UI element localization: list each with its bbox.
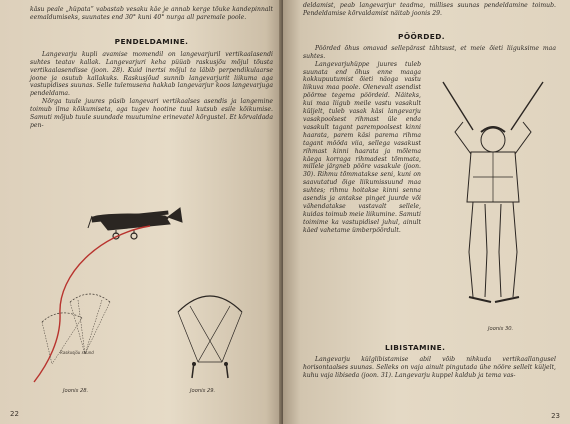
libistamine-heading: LIBISTAMINE.: [385, 343, 446, 352]
right-intro-text: deldamist, peab langevarjur teadma, millises suunas pendeldamine toimub. Pendeldamise kõrvaldamist näitab joonis 29.: [303, 2, 556, 17]
trajectory-line: [34, 226, 150, 382]
page-number-left: 22: [10, 410, 19, 418]
figure-28-caption: Joonis 28.: [63, 388, 89, 394]
pendeldamine-paragraph-1: Langevarju kupli avamise momendil on langevarjuril vertikaalasendi suhtes teatav kallak. Langevarjuri keha püüab raskusjõu mõjul tõusta vertikaalasendisse (joon. 28). Kuid inertsi mõjul ta läbib perpendikulaarse joone ja osutub kallakuks. Raskusjõud sunnib langevarjurit liikuma aga vastupidises suunas. Selle tulemusena hakkab langevarjur koos langevarjuga pendeldama.: [30, 50, 273, 98]
left-page: [0, 0, 283, 424]
figure-29-caption: Joonis 29.: [190, 388, 216, 394]
airplane-icon: [88, 208, 182, 239]
parachute-canopy: [178, 296, 242, 312]
left-intro-text: käsu peale „hüpata” vabastab vesaku käe je annab kerge tõuke kandepinnalt eemaldumiseks, suunates end 30° kuni 40° nurga all paremale poole.: [30, 6, 273, 21]
poorded-paragraph-2: Langevarjuhüppe juures tuleb suunata end õhus enne maaga kokkupuutumist õieti näoga vastu liikuva maa poole. Olenevalt asendist pöörme tegema pöördeid. Näiteks, kui maa liigub meile vastu vasakult küljelt, tuleb vasak käsi langevarju vasakpoolsest rihmast üle enda vasakult tagant parempoolsest kinni haarata, parem käsi parema rihma tagant mööda viia, sellega vasakust rihmast kinni haarata ja mõlema käega korraga rihmadest tõmmata, millele järgneb pööre vasakule (joon. 30). Rihmu tõmmatakse seni, kuni on saavutatud õige liikumissuund maa suhtes; rihmu hoitakse kinni senna asendis ja antakse pinget juurde või vähendatakse vastavalt sellele, kuidas toimub meie liikumine. Samuti toimime ka vastupidisel juhul, ainult käed vahetame ümberpöördult.: [303, 60, 421, 234]
pendeldamine-heading: PENDELDAMINE.: [114, 36, 189, 46]
page-number-right: 23: [551, 412, 560, 420]
figure-30-caption: Joonis 30.: [488, 326, 514, 332]
parachutist-head: [481, 128, 505, 152]
poorded-heading: PÖÖRDED.: [398, 31, 445, 41]
figure-28-illustration: [30, 204, 190, 384]
libistamine-paragraph: Langevarju külglibistamise abil võib nihkuda vertikaallangusel horisontaalses suunas. Selleks on vaja ainult pingutada ühe nööre sellelt küljelt, kuhu vaja libiseda (joon. 31). Langevarju kuppel kaldub ja tema vas-: [303, 356, 556, 379]
right-page: [283, 0, 570, 424]
pendeldamine-paragraph-2: Nõrga tuule juures püsib langevari vertikaalses asendis ja langemine toimub ilma kõikumiseta, aga tugev hootine tuul kutsub esile kõikumise. Samuti mõjub tuule suundade muutumine erinevatel kõrgustel. Et kõrvaldada pen-: [30, 98, 273, 129]
poorded-paragraph-1: Pöörded õhus omavad sellepärast tähtsust, et meie õieti liiguksime maa suhtes.: [303, 44, 556, 60]
figure-28-label: Raskusjõu suund: [60, 350, 94, 355]
figure-30-illustration: [433, 82, 553, 322]
figure-29-illustration: [170, 282, 250, 382]
